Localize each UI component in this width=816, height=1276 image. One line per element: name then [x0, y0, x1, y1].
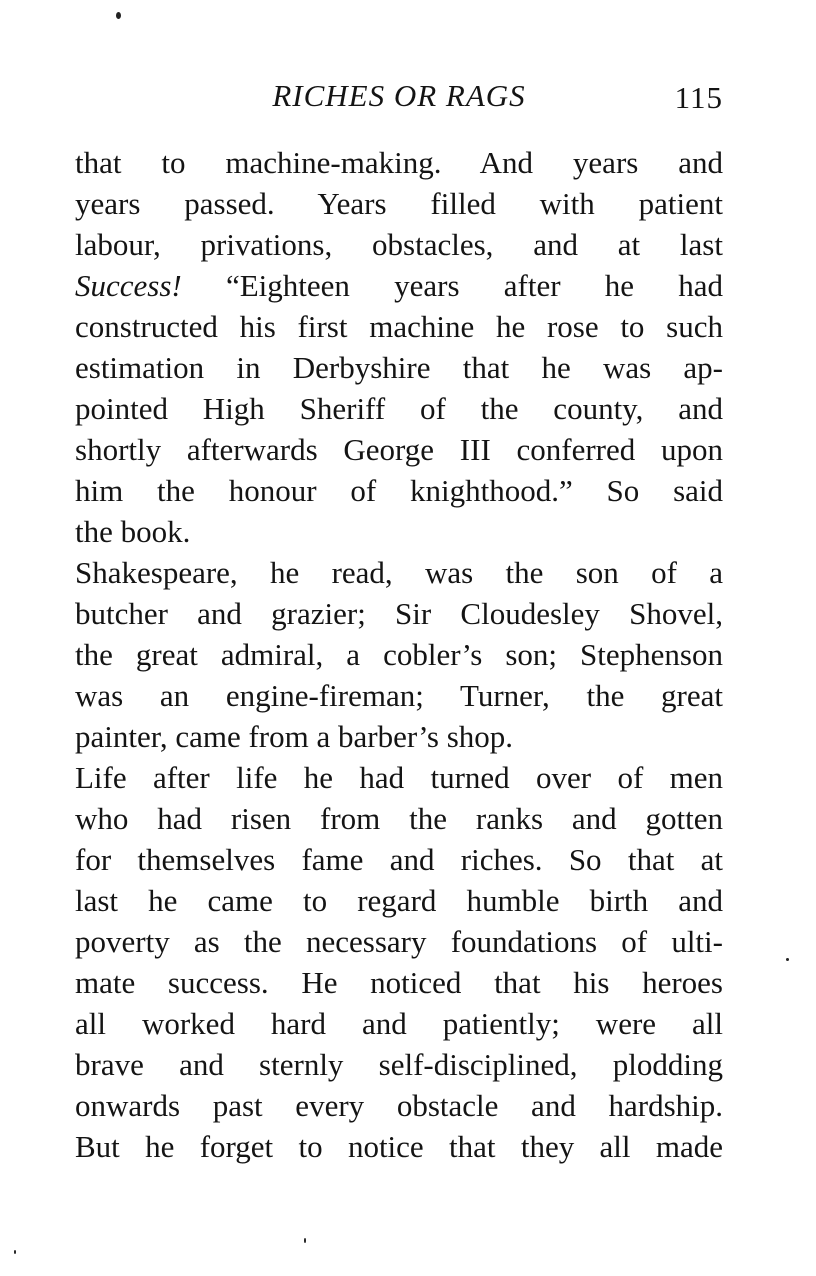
text-line: brave and sternly self-disciplined, plodding — [75, 1047, 723, 1082]
page-header — [75, 78, 723, 122]
text-line: was an engine-fireman; Turner, the great — [75, 678, 723, 713]
text-line: who had risen from the ranks and gotten — [75, 801, 723, 836]
text-line: estimation in Derbyshire that he was ap- — [75, 350, 723, 385]
text-line: onwards past every obstacle and hardship. — [75, 1088, 723, 1123]
text-line: pointed High Sheriff of the county, and — [75, 391, 723, 426]
text-line: Life after life he had turned over of men — [75, 760, 723, 795]
text-line: poverty as the necessary foundations of ulti- — [75, 924, 723, 959]
text-line: shortly afterwards George III conferred upon — [75, 432, 723, 467]
text-line: butcher and grazier; Sir Cloudesley Shovel, — [75, 596, 723, 631]
text-line: last he came to regard humble birth and — [75, 883, 723, 918]
text-line-italic-lead: Success! “Eighteen years after he had — [75, 268, 723, 303]
text-line: painter, came from a barber’s shop. — [75, 719, 514, 754]
text-line: mate success. He noticed that his heroes — [75, 965, 723, 1000]
text-line: the great admiral, a cobler’s son; Stephenson — [75, 637, 723, 672]
text-line: labour, privations, obstacles, and at last — [75, 227, 723, 262]
ink-speck — [304, 1238, 306, 1243]
text-line: the book. — [75, 514, 191, 549]
text-line: that to machine-making. And years and — [75, 145, 723, 180]
text-line: Shakespeare, he read, was the son of a — [75, 555, 723, 590]
text-line: him the honour of knighthood.” So said — [75, 473, 723, 508]
italic-emphasis: Success! — [75, 268, 182, 303]
ink-speck — [116, 12, 121, 19]
text-line: constructed his first machine he rose to such — [75, 309, 723, 344]
text-line: for themselves fame and riches. So that at — [75, 842, 723, 877]
text-line: But he forget to notice that they all made — [75, 1129, 723, 1164]
ink-speck — [786, 958, 789, 961]
ink-speck — [14, 1250, 16, 1254]
text-line: years passed. Years filled with patient — [75, 186, 723, 221]
body-text — [75, 142, 723, 1167]
text-line: all worked hard and patiently; were all — [75, 1006, 723, 1041]
page-number: 115 — [674, 80, 723, 115]
running-title: RICHES OR RAGS — [272, 78, 526, 113]
